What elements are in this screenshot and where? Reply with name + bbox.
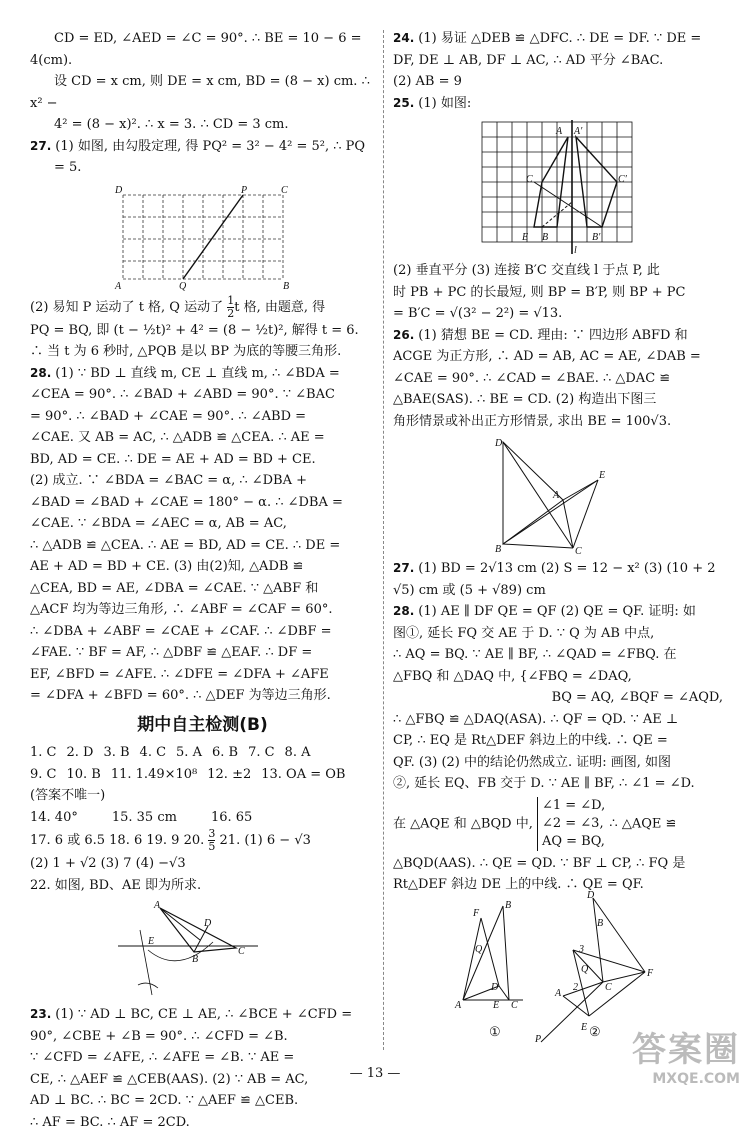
text-line: AE + AD = BD + CE. (3) 由(2)知, △ADB ≌ <box>30 556 375 578</box>
answer-row: 14. 40° 15. 35 cm 16. 65 <box>30 807 375 829</box>
grid-reflection-figure <box>478 118 638 256</box>
svg-text:C′: C′ <box>618 174 628 185</box>
text-line: ∠CAE. ∵ ∠BDA = ∠AEC = α, AB = AC, <box>30 513 375 535</box>
q28-answer <box>30 363 375 707</box>
watermark-logo: 答案圈 MXQE.COM <box>632 1022 740 1087</box>
q26-answer <box>393 325 723 555</box>
text-line: ∠CEA = 90°. ∴ ∠BAD + ∠ABD = 90°. ∵ ∠BAC <box>30 384 375 406</box>
svg-text:l: l <box>574 245 577 256</box>
question-number: 28. <box>30 366 51 380</box>
svg-text:A: A <box>555 126 563 137</box>
q22-answer <box>30 875 375 1001</box>
svg-text:D: D <box>114 185 123 196</box>
text-line: 设 CD = x cm, 则 DE = x cm, BD = (8 − x) cm. ∴ x² − <box>30 71 375 114</box>
svg-text:Q: Q <box>179 281 187 291</box>
text-line: 图①, 延长 FQ 交 AE 于 D. ∵ Q 为 AB 中点, <box>393 623 723 645</box>
svg-text:C: C <box>511 1000 518 1010</box>
svg-text:E: E <box>598 470 605 481</box>
svg-text:P: P <box>534 1034 541 1045</box>
text-line: (2) 成立. ∵ ∠BDA = ∠BAC = α, ∴ ∠DBA + <box>30 470 375 492</box>
text-line: (2) 垂直平分 (3) 连接 B′C 交直线 l 于点 P, 此 <box>393 260 723 282</box>
svg-text:C: C <box>238 946 245 957</box>
svg-text:B: B <box>505 900 511 911</box>
svg-text:D: D <box>494 438 503 449</box>
text-line: ∴ ∠DBA + ∠ABF = ∠CAE + ∠CAF. ∴ ∠DBF = <box>30 621 375 643</box>
question-number: 23. <box>30 1007 51 1021</box>
text-line: ∴ AQ = BQ. ∵ AE ∥ BF, ∴ ∠QAD = ∠FBQ. 在 <box>393 644 723 666</box>
text-line: △BAE(SAS). ∴ BE = CD. (2) 构造出下图三 <box>393 389 723 411</box>
text-line: (2) 易知 P 运动了 t 格, Q 运动了 <box>30 300 223 315</box>
text-line: = ∠DFA + ∠BFD = 60°. ∴ △DEF 为等边三角形. <box>30 685 375 707</box>
svg-text:D: D <box>586 890 595 901</box>
figure-one <box>453 900 533 1010</box>
text-line: 角形情景或补出正方形情景, 求出 BE = 100√3. <box>393 411 723 433</box>
q26-continuation <box>30 28 375 136</box>
figure-label-two: ② <box>589 1022 601 1044</box>
left-column <box>30 28 375 1133</box>
svg-text:A: A <box>454 1000 462 1010</box>
fraction: $\frac{3}{5}$ <box>208 828 215 853</box>
short-answers <box>30 742 375 875</box>
text-line: QF. (3) (2) 中的结论仍然成立. 证明: 画图, 如图 <box>393 752 723 774</box>
text-line: ∴ AF = BC. ∴ AF = 2CD. <box>30 1112 375 1133</box>
text-line: ∴ △FBQ ≌ △DAQ(ASA). ∴ QF = QD. ∵ AE ⊥ <box>393 709 723 731</box>
svg-text:E: E <box>521 232 528 243</box>
text-line: △BQD(AAS). ∴ QE = QD. ∵ BF ⊥ CP, ∴ FQ 是 <box>393 853 723 875</box>
svg-text:E: E <box>580 1022 587 1033</box>
text-line: (1) 如图: <box>418 96 471 111</box>
svg-text:A: A <box>552 490 560 501</box>
text-line: = 90°. ∴ ∠BAD + ∠CAE = 90°. ∴ ∠ABD = <box>30 406 375 428</box>
svg-text:3: 3 <box>578 944 584 955</box>
text-line: CD = ED, ∠AED = ∠C = 90°. ∴ BE = 10 − 6 = 4(cm). <box>30 28 375 71</box>
text-line: ∴ 当 t 为 6 秒时, △PQB 是以 BP 为底的等腰三角形. <box>30 341 375 363</box>
svg-text:C: C <box>526 174 533 185</box>
text-line: 时 PB + PC 的长最短, 则 BP = B′P, 则 BP + PC <box>393 282 723 304</box>
answer-note: (答案不唯一) <box>30 785 375 807</box>
text-line: 22. 如图, BD、AE 即为所求. <box>30 875 375 897</box>
text-line: CE, ∴ △AEF ≌ △CEB(AAS). (2) ∵ AB = AC, <box>30 1069 375 1091</box>
triangle-construction-figure <box>118 900 288 1000</box>
answer-row: 9. C 10. B 11. 1.49×10⁸ 12. ±2 13. OA = OB <box>30 764 375 786</box>
text-line: = B′C = √(3² − 2²) = √13. <box>393 303 723 325</box>
text-line: BD, AD = CE. ∴ DE = AE + AD = BD + CE. <box>30 449 375 471</box>
text-line: △CEA, BD = AE, ∠DBA = ∠CAE. ∵ △ABF 和 <box>30 578 375 600</box>
question-number: 25. <box>393 96 414 110</box>
text-line: ∠BAD = ∠BAD + ∠CAE = 180° − α. ∴ ∠DBA = <box>30 492 375 514</box>
q28-right-answer <box>393 601 723 1046</box>
question-number: 26. <box>393 328 414 342</box>
text-line: (1) ∵ AD ⊥ BC, CE ⊥ AE, ∴ ∠BCE + ∠CFD = <box>55 1007 352 1022</box>
svg-text:C: C <box>281 185 288 196</box>
q27-right-answer <box>393 558 723 601</box>
page-number: — 13 — <box>0 1066 750 1081</box>
text-line: t 格, 由题意, 得 <box>234 300 325 315</box>
text-line: (1) BD = 2√13 cm (2) S = 12 − x² (3) (10 + 2 <box>418 561 715 576</box>
svg-text:B′: B′ <box>592 232 601 243</box>
text-line: 90°, ∠CBE + ∠B = 90°. ∴ ∠CFD = ∠B. <box>30 1026 375 1048</box>
text-line: (2) AB = 9 <box>393 71 723 93</box>
text-line: AD ⊥ BC. ∴ BC = 2CD. ∵ △AEF ≌ △CEB. <box>30 1090 375 1112</box>
text-line: ②, 延长 EQ、FB 交于 D. ∵ AE ∥ BF, ∴ ∠1 = ∠D. <box>393 773 723 795</box>
text-line: △ACF 均为等边三角形, ∴ ∠ABF = ∠CAF = 60°. <box>30 599 375 621</box>
text-line: 4² = (8 − x)². ∴ x = 3. ∴ CD = 3 cm. <box>30 114 375 136</box>
svg-text:F: F <box>646 968 654 979</box>
text-line: CP, ∴ EQ 是 Rt△DEF 斜边上的中线. ∴ QE = <box>393 730 723 752</box>
brace-system: 在 △AQE 和 △BQD 中, ∠1 = ∠D, ∠2 = ∠3, AQ = BQ, ∴ △AQE ≌ <box>393 797 723 851</box>
svg-text:F: F <box>472 908 480 919</box>
equation-brace: ∠1 = ∠D, ∠2 = ∠3, AQ = BQ, <box>537 797 605 851</box>
right-column <box>393 28 723 1046</box>
svg-text:E: E <box>492 1000 499 1010</box>
svg-text:D: D <box>203 918 212 929</box>
text-line: ∠CAE = 90°. ∴ ∠CAD = ∠BAE. ∴ △DAC ≌ <box>393 368 723 390</box>
text-line: ∴ △ADB ≌ △CEA. ∴ AE = BD, AD = CE. ∴ DE = <box>30 535 375 557</box>
triangle-figure-abcde <box>493 436 623 554</box>
svg-text:2: 2 <box>573 982 578 993</box>
q25-answer <box>393 93 723 325</box>
svg-text:A′: A′ <box>573 126 583 137</box>
text-line: (1) 猜想 BE = CD. 理由: ∵ 四边形 ABFD 和 <box>418 328 687 343</box>
text-line: √5) cm 或 (5 + √89) cm <box>393 580 723 602</box>
question-number: 27. <box>30 139 51 153</box>
grid-figure-pqbc <box>103 183 303 291</box>
text-line: = 5. <box>30 157 375 179</box>
svg-text:C: C <box>605 982 612 993</box>
svg-text:B: B <box>597 918 603 929</box>
text-line: ACGE 为正方形, ∴ AD = AB, AC = AE, ∠DAB = <box>393 346 723 368</box>
svg-text:D: D <box>490 982 499 993</box>
svg-text:A: A <box>114 281 122 291</box>
svg-text:B: B <box>192 954 198 965</box>
fraction-half: $\frac{1}{2}$ <box>227 295 234 320</box>
question-number: 27. <box>393 561 414 575</box>
svg-text:Q: Q <box>581 964 589 975</box>
text-line: BQ = AQ, ∠BQF = ∠AQD, <box>393 687 723 709</box>
text-line: EF, ∠BFD = ∠AFE. ∴ ∠DFE = ∠DFA + ∠AFE <box>30 664 375 686</box>
figure-label-one: ① <box>489 1022 501 1044</box>
answer-row: 1. C 2. D 3. B 4. C 5. A 6. B 7. C 8. A <box>30 742 375 764</box>
text-line: ∵ ∠CFD = ∠AFE, ∴ ∠AFE = ∠B. ∵ AE = <box>30 1047 375 1069</box>
q24-answer <box>393 28 723 93</box>
question-number: 24. <box>393 31 414 45</box>
svg-text:B: B <box>542 232 548 243</box>
text-line: ∠CAE. 又 AB = AC, ∴ △ADB ≌ △CEA. ∴ AE = <box>30 427 375 449</box>
text-line: (1) 易证 △DEB ≌ △DFC. ∴ DE = DF. ∵ DE = <box>418 31 701 46</box>
text-line: PQ = BQ, 即 (t − ½t)² + 4² = (8 − ½t)², 解得 t = 6. <box>30 320 375 342</box>
column-divider <box>383 30 384 1050</box>
text-line: △FBQ 和 △DAQ 中, {∠FBQ = ∠DAQ, <box>393 666 723 688</box>
answer-row: (2) 1 + √2 (3) 7 (4) −√3 <box>30 853 375 875</box>
text-line: (1) AE ∥ DF QE = QF (2) QE = QF. 证明: 如 <box>418 604 696 619</box>
svg-text:B: B <box>283 281 289 291</box>
q27-answer <box>30 136 375 363</box>
svg-text:A: A <box>153 900 161 911</box>
question-number: 28. <box>393 604 414 618</box>
text-line: ∠FAE. ∵ BF = AF, ∴ △DBF ≌ △EAF. ∴ DF = <box>30 642 375 664</box>
text-line: DF, DE ⊥ AB, DF ⊥ AC, ∴ AD 平分 ∠BAC. <box>393 50 723 72</box>
answer-row: 17. 6 或 6.5 18. 6 19. 9 20. $\frac{3}{5}$ 21. (1) 6 − √3 <box>30 828 375 853</box>
text-line: Rt△DEF 斜边 DE 上的中线. ∴ QE = QF. <box>393 874 723 896</box>
svg-text:P: P <box>240 185 247 196</box>
svg-text:Q: Q <box>475 944 483 955</box>
text-line: (1) 如图, 由勾股定理, 得 PQ² = 3² − 4² = 5², ∴ PQ <box>55 139 365 154</box>
svg-text:B: B <box>495 544 501 554</box>
svg-text:A: A <box>554 988 562 999</box>
section-title: 期中自主检测(B) <box>30 715 375 737</box>
svg-text:C: C <box>575 546 582 554</box>
text-line: (1) ∵ BD ⊥ 直线 m, CE ⊥ 直线 m, ∴ ∠BDA = <box>55 366 339 381</box>
svg-text:E: E <box>147 936 154 947</box>
